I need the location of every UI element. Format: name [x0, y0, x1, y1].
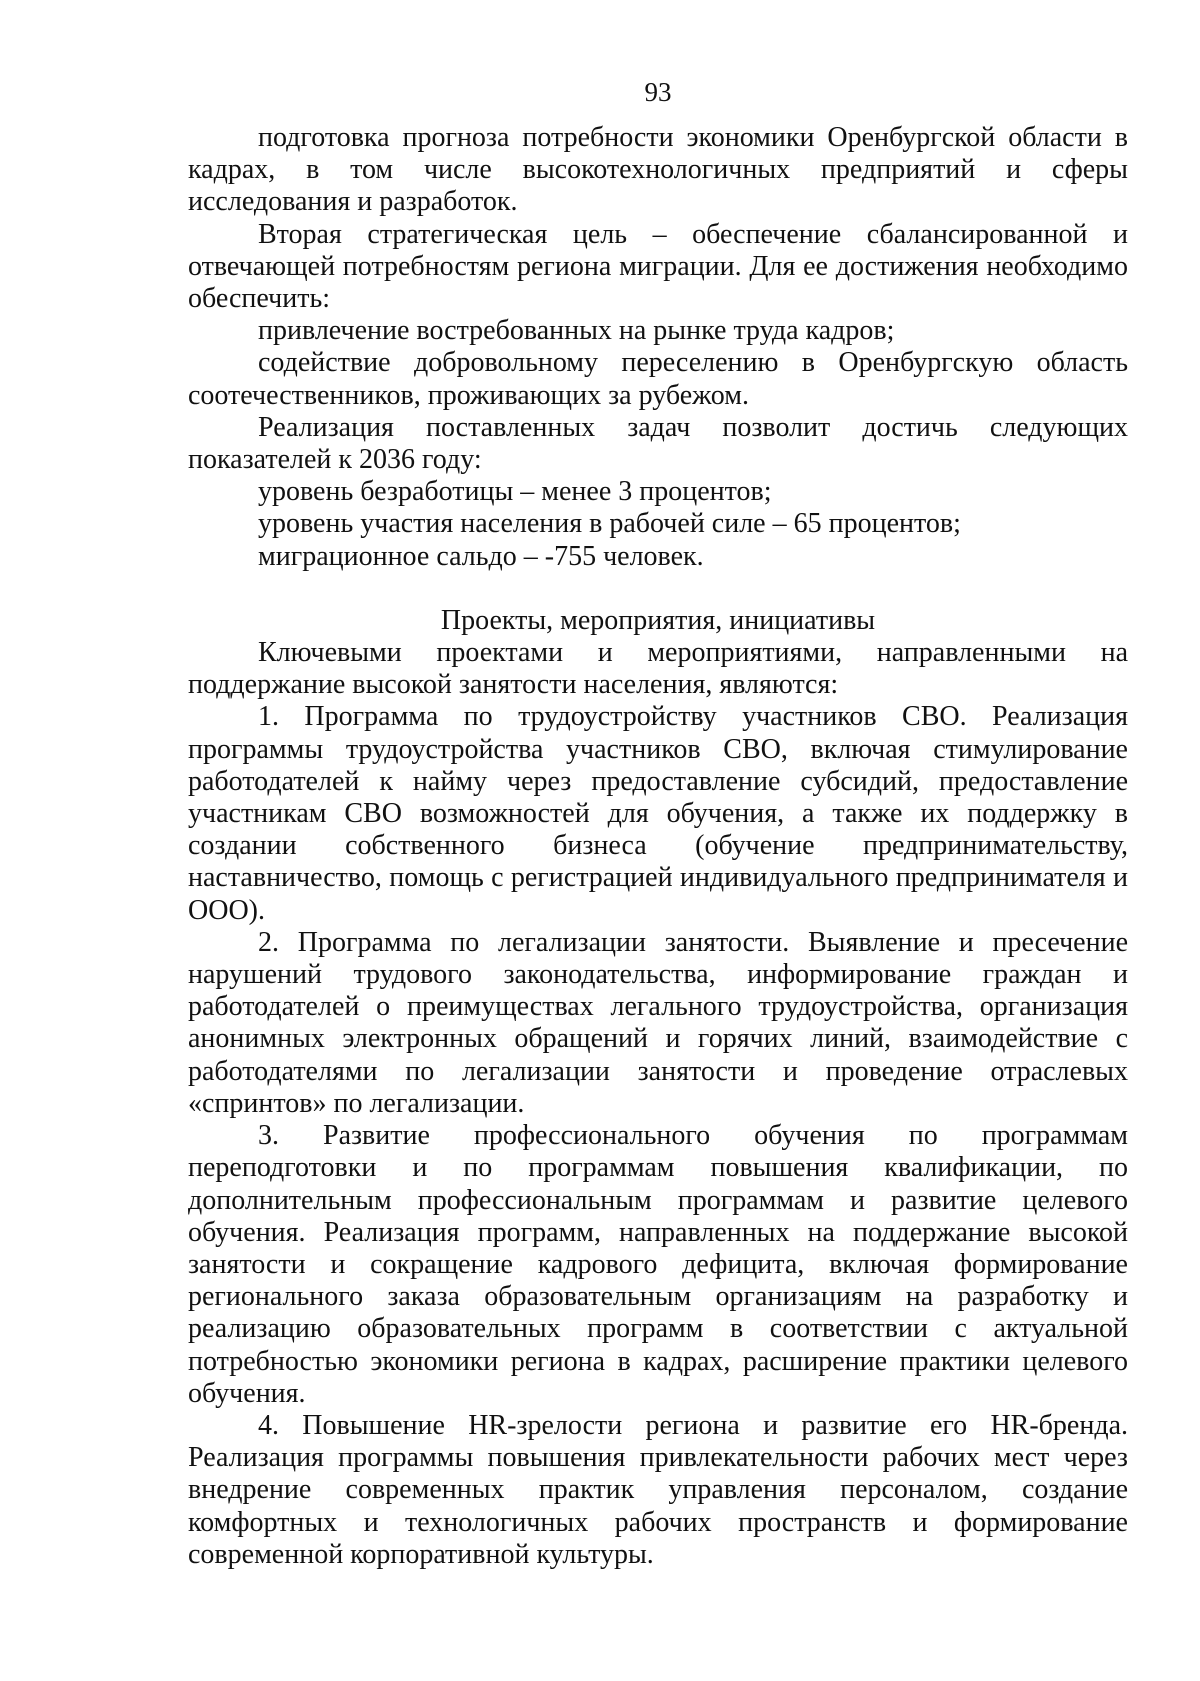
project-item-legalization: 2. Программа по легализации занятости. Выявление и пресечение нарушений трудового законодательства, информирование граждан и работодателей о преимуществах легального трудоустройства, организация анонимных электронных обращений и горячих линий, взаимодействие с работодателями по легализации занятости и проведение отраслевых «спринтов» по легализации. — [188, 926, 1128, 1119]
page-number: 93 — [644, 77, 672, 107]
project-item-professional-training: 3. Развитие профессионального обучения по программам переподготовки и по программам повышения квалификации, по дополнительным профессиональным программам и развитие целевого обучения. Реализация программ, направленных на поддержание высокой занятости и сокращение кадрового дефицита, включая формирование регионального заказа образовательным организациям на разработку и реализацию образовательных программ в соответствии с актуальной потребностью экономики региона в кадрах, расширение практики целевого обучения. — [188, 1120, 1128, 1409]
list-item-resettlement: содействие добровольному переселению в Оренбургскую область соотечественников, проживающих за рубежом. — [188, 347, 1128, 411]
paragraph-forecast: подготовка прогноза потребности экономики Оренбургской области в кадрах, в том числе высокотехнологичных предприятий и сферы исследования и разработок. — [188, 122, 1128, 218]
project-item-svo-employment: 1. Программа по трудоустройству участников СВО. Реализация программы трудоустройства участников СВО, включая стимулирование работодателей к найму через предоставление субсидий, предоставление участникам СВО возможностей для обучения, а также их поддержку в создании собственного бизнеса (обучение предпринимательству, наставничество, помощь с регистрацией индивидуального предпринимателя и ООО). — [188, 701, 1128, 926]
paragraph-key-projects-intro: Ключевыми проектами и мероприятиями, направленными на поддержание высокой занятости населения, являются: — [188, 637, 1128, 701]
paragraph-second-goal: Вторая стратегическая цель – обеспечение сбалансированной и отвечающей потребностям региона миграции. Для ее достижения необходимо обеспечить: — [188, 218, 1128, 315]
indicator-migration-balance: миграционное сальдо – -755 человек. — [258, 540, 704, 572]
indicator-labor-participation: уровень участия населения в рабочей силе – 65 процентов; — [258, 508, 961, 540]
indicator-unemployment: уровень безработицы – менее 3 процентов; — [258, 476, 772, 508]
paragraph-indicators-intro: Реализация поставленных задач позволит достичь следующих показателей к 2036 году: — [188, 411, 1128, 476]
project-item-hr-maturity: 4. Повышение HR-зрелости региона и развитие его HR-бренда. Реализация программы повышения привлекательности рабочих мест через внедрение современных практик управления персоналом, создание комфортных и технологичных рабочих пространств и формирование современной корпоративной культуры. — [188, 1409, 1128, 1570]
document-body — [188, 122, 1128, 1571]
list-item-attract-staff: привлечение востребованных на рынке труда кадров; — [258, 315, 895, 347]
section-heading: Проекты, мероприятия, инициативы — [440, 604, 876, 636]
document-page — [188, 0, 1128, 1681]
